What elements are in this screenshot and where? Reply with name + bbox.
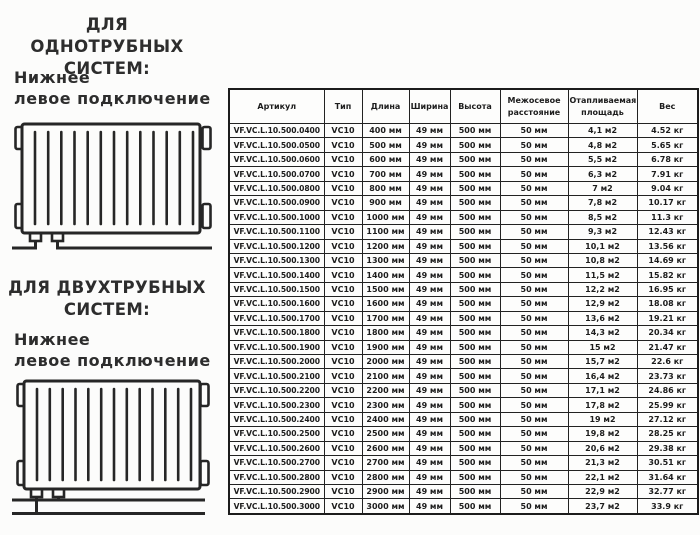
- table-cell: 20.34 кг: [637, 326, 698, 340]
- table-cell: 49 мм: [409, 470, 450, 484]
- table-cell: VF.VC.L.10.500.0800: [229, 181, 324, 195]
- table-cell: 1200 мм: [362, 239, 409, 253]
- table-cell: 12.43 кг: [637, 225, 698, 239]
- table-cell: 50 мм: [500, 326, 568, 340]
- table-cell: 49 мм: [409, 383, 450, 397]
- section-heading-two-pipe: ДЛЯ ДВУХТРУБНЫХ СИСТЕМ:: [8, 278, 206, 319]
- table-row: [229, 239, 698, 253]
- table-cell: 22,9 м2: [568, 484, 637, 498]
- table-cell: 4,1 м2: [568, 124, 637, 138]
- section-heading-single-pipe: ДЛЯ ОДНОТРУБНЫХ СИСТЕМ:: [30, 15, 184, 78]
- table-cell: 8,5 м2: [568, 210, 637, 224]
- table-cell: VF.VC.L.10.500.1900: [229, 340, 324, 354]
- table-cell: 1500 мм: [362, 282, 409, 296]
- table-cell: VF.VC.L.10.500.2300: [229, 398, 324, 412]
- column-header: Артикул: [229, 89, 324, 124]
- table-cell: 49 мм: [409, 282, 450, 296]
- table-cell: 24.86 кг: [637, 383, 698, 397]
- table-cell: VC10: [324, 441, 362, 455]
- table-cell: VC10: [324, 181, 362, 195]
- table-row: [229, 484, 698, 498]
- table-cell: 6,3 м2: [568, 167, 637, 181]
- table-body: [229, 124, 698, 515]
- table-cell: VC10: [324, 268, 362, 282]
- table-cell: 13.56 кг: [637, 239, 698, 253]
- table-cell: 500 мм: [450, 412, 500, 426]
- table-cell: 50 мм: [500, 484, 568, 498]
- table-cell: VC10: [324, 484, 362, 498]
- table-cell: 49 мм: [409, 427, 450, 441]
- table-cell: 50 мм: [500, 456, 568, 470]
- table-cell: 50 мм: [500, 210, 568, 224]
- column-header: Межосевое расстояние: [500, 89, 568, 124]
- table-cell: 15.82 кг: [637, 268, 698, 282]
- table-cell: VC10: [324, 369, 362, 383]
- table-cell: 500 мм: [450, 470, 500, 484]
- table-cell: 49 мм: [409, 225, 450, 239]
- table-cell: 9,3 м2: [568, 225, 637, 239]
- table-cell: 50 мм: [500, 412, 568, 426]
- table-row: [229, 138, 698, 152]
- table-cell: 50 мм: [500, 253, 568, 267]
- table-cell: 7.91 кг: [637, 167, 698, 181]
- table-cell: VF.VC.L.10.500.2400: [229, 412, 324, 426]
- table-row: [229, 253, 698, 267]
- table-cell: 49 мм: [409, 311, 450, 325]
- table-cell: 50 мм: [500, 268, 568, 282]
- table-cell: 500 мм: [450, 297, 500, 311]
- table-cell: 1400 мм: [362, 268, 409, 282]
- table-cell: 500 мм: [450, 355, 500, 369]
- table-row: [229, 412, 698, 426]
- table-cell: VC10: [324, 456, 362, 470]
- table-cell: 500 мм: [450, 210, 500, 224]
- table-cell: 50 мм: [500, 282, 568, 296]
- table-cell: 49 мм: [409, 297, 450, 311]
- table-cell: 50 мм: [500, 311, 568, 325]
- table-cell: 17,8 м2: [568, 398, 637, 412]
- table-cell: 500 мм: [450, 369, 500, 383]
- table-cell: 9.04 кг: [637, 181, 698, 195]
- table-cell: 500 мм: [450, 196, 500, 210]
- table-cell: 50 мм: [500, 441, 568, 455]
- table-cell: 500 мм: [450, 499, 500, 514]
- table-cell: 22,1 м2: [568, 470, 637, 484]
- table-cell: VC10: [324, 253, 362, 267]
- table-row: [229, 124, 698, 138]
- single-pipe-radiator-diagram: [8, 111, 218, 257]
- table-cell: VC10: [324, 412, 362, 426]
- table-row: [229, 369, 698, 383]
- table-cell: 6.78 кг: [637, 152, 698, 166]
- table-cell: 19,8 м2: [568, 427, 637, 441]
- table-cell: 11,5 м2: [568, 268, 637, 282]
- table-cell: 49 мм: [409, 268, 450, 282]
- table-cell: 7,8 м2: [568, 196, 637, 210]
- table-cell: VF.VC.L.10.500.1100: [229, 225, 324, 239]
- table-cell: 49 мм: [409, 181, 450, 195]
- connection-label-line2: левое подключение: [14, 350, 211, 370]
- table-cell: 20,6 м2: [568, 441, 637, 455]
- table-cell: 50 мм: [500, 239, 568, 253]
- table-cell: 4.52 кг: [637, 124, 698, 138]
- table-cell: 49 мм: [409, 196, 450, 210]
- table-cell: VF.VC.L.10.500.1000: [229, 210, 324, 224]
- table-row: [229, 470, 698, 484]
- table-cell: 16,4 м2: [568, 369, 637, 383]
- table-cell: VC10: [324, 340, 362, 354]
- table-cell: 11.3 кг: [637, 210, 698, 224]
- table-cell: 500 мм: [450, 484, 500, 498]
- table-cell: 19 м2: [568, 412, 637, 426]
- table-cell: 500 мм: [450, 239, 500, 253]
- table-row: [229, 167, 698, 181]
- table-cell: VC10: [324, 239, 362, 253]
- table-cell: 1000 мм: [362, 210, 409, 224]
- table-cell: VF.VC.L.10.500.1500: [229, 282, 324, 296]
- table-cell: 12,2 м2: [568, 282, 637, 296]
- table-cell: 49 мм: [409, 441, 450, 455]
- table-cell: 50 мм: [500, 383, 568, 397]
- table-cell: VF.VC.L.10.500.2700: [229, 456, 324, 470]
- table-cell: 50 мм: [500, 138, 568, 152]
- table-row: [229, 225, 698, 239]
- table-cell: 500 мм: [450, 152, 500, 166]
- table-cell: VF.VC.L.10.500.0900: [229, 196, 324, 210]
- table-cell: VF.VC.L.10.500.0700: [229, 167, 324, 181]
- table-cell: 15 м2: [568, 340, 637, 354]
- table-cell: 14.69 кг: [637, 253, 698, 267]
- table-cell: 31.64 кг: [637, 470, 698, 484]
- column-header: Вес: [637, 89, 698, 124]
- table-cell: 2800 мм: [362, 470, 409, 484]
- table-cell: VF.VC.L.10.500.1600: [229, 297, 324, 311]
- table-cell: VC10: [324, 124, 362, 138]
- table-cell: VC10: [324, 297, 362, 311]
- table-row: [229, 326, 698, 340]
- table-cell: 49 мм: [409, 138, 450, 152]
- table-row: [229, 340, 698, 354]
- table-cell: 700 мм: [362, 167, 409, 181]
- table-cell: VC10: [324, 311, 362, 325]
- table-cell: VC10: [324, 210, 362, 224]
- table-cell: 21,3 м2: [568, 456, 637, 470]
- table-cell: 600 мм: [362, 152, 409, 166]
- table-cell: VC10: [324, 152, 362, 166]
- table-cell: 500 мм: [362, 138, 409, 152]
- table-cell: VF.VC.L.10.500.1200: [229, 239, 324, 253]
- table-row: [229, 268, 698, 282]
- table-cell: 4,8 м2: [568, 138, 637, 152]
- table-cell: VF.VC.L.10.500.2000: [229, 355, 324, 369]
- table-cell: 49 мм: [409, 369, 450, 383]
- table-row: [229, 297, 698, 311]
- table-cell: 5,5 м2: [568, 152, 637, 166]
- table-cell: VF.VC.L.10.500.2500: [229, 427, 324, 441]
- table-row: [229, 152, 698, 166]
- table-row: [229, 456, 698, 470]
- table-cell: 33.9 кг: [637, 499, 698, 514]
- table-cell: 2000 мм: [362, 355, 409, 369]
- table-cell: VF.VC.L.10.500.2200: [229, 383, 324, 397]
- table-cell: 12,9 м2: [568, 297, 637, 311]
- table-cell: 50 мм: [500, 470, 568, 484]
- table-cell: 25.99 кг: [637, 398, 698, 412]
- table-cell: 19.21 кг: [637, 311, 698, 325]
- table-cell: 10,8 м2: [568, 253, 637, 267]
- table-cell: 30.51 кг: [637, 456, 698, 470]
- table-cell: VC10: [324, 167, 362, 181]
- column-header: Ширина: [409, 89, 450, 124]
- table-cell: 7 м2: [568, 181, 637, 195]
- table-cell: 27.12 кг: [637, 412, 698, 426]
- table-cell: 49 мм: [409, 253, 450, 267]
- table-row: [229, 181, 698, 195]
- table-cell: 15,7 м2: [568, 355, 637, 369]
- table-cell: 2500 мм: [362, 427, 409, 441]
- table-cell: 49 мм: [409, 210, 450, 224]
- table-cell: VC10: [324, 138, 362, 152]
- table-cell: 50 мм: [500, 499, 568, 514]
- table-cell: 500 мм: [450, 181, 500, 195]
- table-cell: 2900 мм: [362, 484, 409, 498]
- table-cell: VF.VC.L.10.500.0400: [229, 124, 324, 138]
- table-cell: 50 мм: [500, 167, 568, 181]
- table-cell: VC10: [324, 398, 362, 412]
- connection-label-two-pipe: [14, 330, 211, 372]
- table-cell: VF.VC.L.10.500.1300: [229, 253, 324, 267]
- table-cell: 49 мм: [409, 239, 450, 253]
- table-cell: 50 мм: [500, 181, 568, 195]
- table-cell: 49 мм: [409, 124, 450, 138]
- table-cell: 28.25 кг: [637, 427, 698, 441]
- connection-label-line1: Нижнее: [14, 330, 91, 349]
- table-cell: 1600 мм: [362, 297, 409, 311]
- table-cell: 500 мм: [450, 253, 500, 267]
- connection-label-line1: Нижнее: [14, 68, 91, 87]
- table-cell: 2600 мм: [362, 441, 409, 455]
- table-cell: 500 мм: [450, 427, 500, 441]
- table-cell: VC10: [324, 225, 362, 239]
- connection-label-line2: левое подключение: [14, 88, 211, 108]
- table-cell: VF.VC.L.10.500.3000: [229, 499, 324, 514]
- table-cell: 500 мм: [450, 225, 500, 239]
- table-cell: 500 мм: [450, 340, 500, 354]
- table-cell: VF.VC.L.10.500.2800: [229, 470, 324, 484]
- table-cell: 50 мм: [500, 225, 568, 239]
- table-cell: VC10: [324, 196, 362, 210]
- table-cell: 1700 мм: [362, 311, 409, 325]
- two-pipe-radiator-diagram: [8, 372, 218, 522]
- table-cell: 21.47 кг: [637, 340, 698, 354]
- table-cell: VF.VC.L.10.500.1700: [229, 311, 324, 325]
- table-cell: 400 мм: [362, 124, 409, 138]
- table-cell: 500 мм: [450, 124, 500, 138]
- table-cell: 49 мм: [409, 340, 450, 354]
- table-cell: 800 мм: [362, 181, 409, 195]
- table-cell: 32.77 кг: [637, 484, 698, 498]
- table-row: [229, 499, 698, 514]
- table-cell: 49 мм: [409, 355, 450, 369]
- table-cell: 23.73 кг: [637, 369, 698, 383]
- table-cell: VC10: [324, 282, 362, 296]
- table-cell: 50 мм: [500, 398, 568, 412]
- table-cell: VF.VC.L.10.500.0600: [229, 152, 324, 166]
- table-cell: 50 мм: [500, 196, 568, 210]
- table-row: [229, 210, 698, 224]
- table-cell: 2200 мм: [362, 383, 409, 397]
- table-cell: VC10: [324, 326, 362, 340]
- table-cell: 50 мм: [500, 124, 568, 138]
- table-cell: 49 мм: [409, 326, 450, 340]
- table-cell: 2700 мм: [362, 456, 409, 470]
- table-cell: VF.VC.L.10.500.2600: [229, 441, 324, 455]
- table-cell: VF.VC.L.10.500.2900: [229, 484, 324, 498]
- table-cell: 49 мм: [409, 152, 450, 166]
- table-row: [229, 355, 698, 369]
- table-row: [229, 311, 698, 325]
- table-cell: 2400 мм: [362, 412, 409, 426]
- table-header-row: [229, 89, 698, 124]
- table-cell: 16.95 кг: [637, 282, 698, 296]
- table-cell: VF.VC.L.10.500.0500: [229, 138, 324, 152]
- column-header: Длина: [362, 89, 409, 124]
- table-cell: 1800 мм: [362, 326, 409, 340]
- column-header: Высота: [450, 89, 500, 124]
- table-cell: 500 мм: [450, 441, 500, 455]
- table-row: [229, 383, 698, 397]
- table-cell: 50 мм: [500, 152, 568, 166]
- table-cell: 500 мм: [450, 383, 500, 397]
- table-cell: 49 мм: [409, 412, 450, 426]
- column-header: Тип: [324, 89, 362, 124]
- table-row: [229, 282, 698, 296]
- table-cell: 29.38 кг: [637, 441, 698, 455]
- table-cell: 49 мм: [409, 499, 450, 514]
- table-cell: 17,1 м2: [568, 383, 637, 397]
- table-cell: 18.08 кг: [637, 297, 698, 311]
- table-cell: 14,3 м2: [568, 326, 637, 340]
- table-cell: 13,6 м2: [568, 311, 637, 325]
- table-cell: 50 мм: [500, 340, 568, 354]
- table-cell: 900 мм: [362, 196, 409, 210]
- table-cell: VC10: [324, 470, 362, 484]
- table-cell: 49 мм: [409, 484, 450, 498]
- table-cell: 500 мм: [450, 326, 500, 340]
- table-cell: 10.17 кг: [637, 196, 698, 210]
- table-cell: 3000 мм: [362, 499, 409, 514]
- table-cell: 22.6 кг: [637, 355, 698, 369]
- table-cell: VF.VC.L.10.500.2100: [229, 369, 324, 383]
- table-cell: VC10: [324, 355, 362, 369]
- column-header: Отапливаемая площадь: [568, 89, 637, 124]
- table-cell: 49 мм: [409, 398, 450, 412]
- table-cell: VF.VC.L.10.500.1800: [229, 326, 324, 340]
- table-cell: 2300 мм: [362, 398, 409, 412]
- table-cell: 2100 мм: [362, 369, 409, 383]
- table-cell: 500 мм: [450, 138, 500, 152]
- table-cell: 50 мм: [500, 297, 568, 311]
- table-cell: 50 мм: [500, 369, 568, 383]
- table-cell: 500 мм: [450, 282, 500, 296]
- table-cell: VC10: [324, 427, 362, 441]
- table-cell: 49 мм: [409, 456, 450, 470]
- spec-table-container: [228, 88, 697, 515]
- table-cell: 50 мм: [500, 427, 568, 441]
- table-cell: VF.VC.L.10.500.1400: [229, 268, 324, 282]
- table-cell: 10,1 м2: [568, 239, 637, 253]
- table-cell: 23,7 м2: [568, 499, 637, 514]
- table-cell: 500 мм: [450, 456, 500, 470]
- table-cell: VC10: [324, 383, 362, 397]
- table-cell: 50 мм: [500, 355, 568, 369]
- table-cell: VC10: [324, 499, 362, 514]
- table-cell: 1900 мм: [362, 340, 409, 354]
- spec-table: [228, 88, 699, 515]
- table-row: [229, 196, 698, 210]
- table-cell: 1100 мм: [362, 225, 409, 239]
- table-cell: 1300 мм: [362, 253, 409, 267]
- table-cell: 5.65 кг: [637, 138, 698, 152]
- table-cell: 500 мм: [450, 398, 500, 412]
- table-row: [229, 398, 698, 412]
- table-row: [229, 441, 698, 455]
- table-row: [229, 427, 698, 441]
- table-cell: 500 мм: [450, 311, 500, 325]
- table-cell: 500 мм: [450, 268, 500, 282]
- connection-label-single-pipe: [14, 68, 211, 110]
- table-cell: 49 мм: [409, 167, 450, 181]
- table-cell: 500 мм: [450, 167, 500, 181]
